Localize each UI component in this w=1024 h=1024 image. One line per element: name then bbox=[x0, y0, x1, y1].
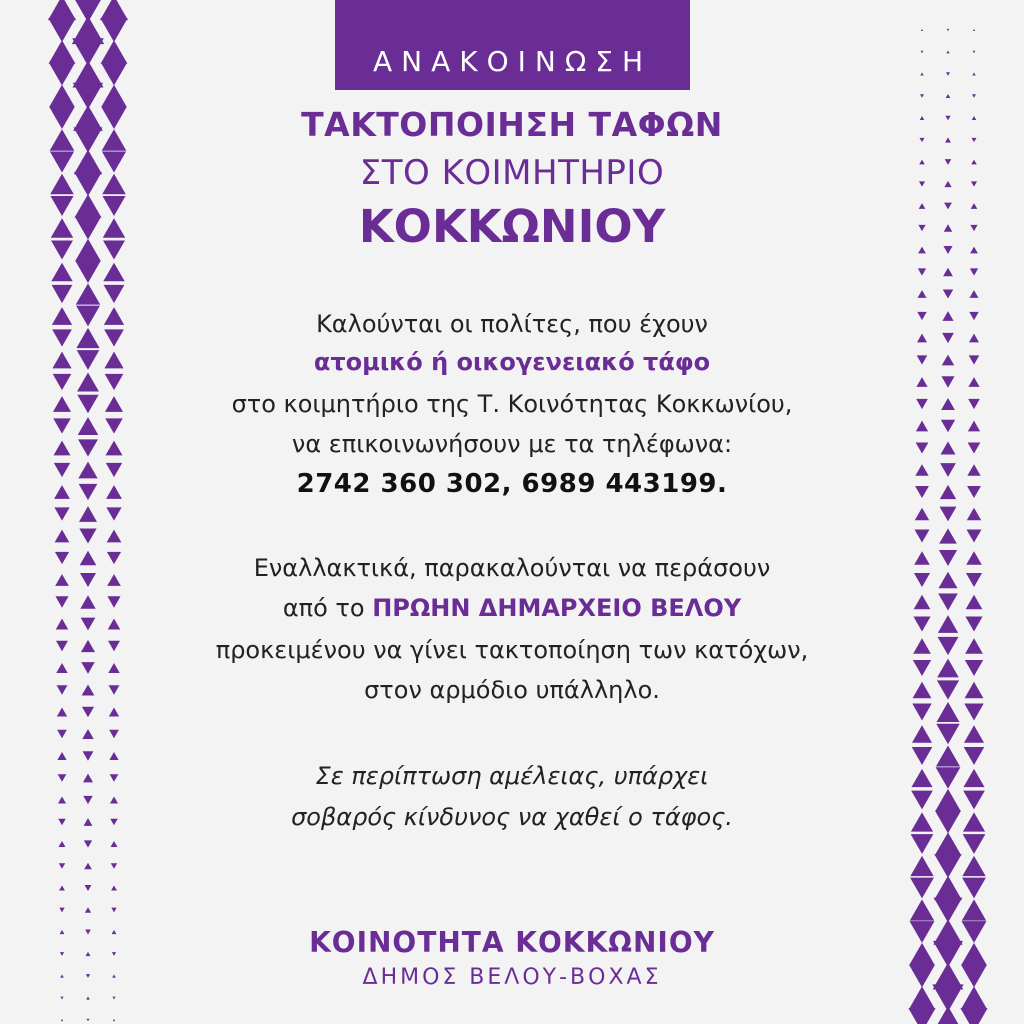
triangle-shape bbox=[101, 63, 127, 86]
triangle-shape bbox=[79, 506, 97, 522]
triangle-shape bbox=[83, 751, 94, 760]
p1-line-3: στο κοιμητήριο της Τ. Κοινότητας Κοκκωνίου, bbox=[231, 390, 793, 418]
triangle-shape bbox=[49, 40, 76, 63]
p3-line-1: Σε περίπτωση αμέλειας, υπάρχει bbox=[315, 762, 709, 790]
triangle-shape bbox=[58, 796, 66, 803]
triangle-shape bbox=[82, 707, 94, 718]
triangle-shape bbox=[55, 530, 70, 543]
triangle-shape bbox=[939, 528, 957, 543]
triangle-shape bbox=[54, 507, 69, 520]
triangle-shape bbox=[964, 747, 985, 765]
triangle-shape bbox=[84, 863, 92, 870]
triangle-shape bbox=[109, 730, 119, 738]
triangle-shape bbox=[72, 16, 104, 44]
triangle-shape bbox=[57, 730, 67, 738]
triangle-shape bbox=[943, 289, 953, 298]
triangle-shape bbox=[946, 72, 950, 75]
triangle-shape bbox=[56, 619, 69, 630]
phone-numbers: 2742 360 302, 6989 443199. bbox=[296, 469, 728, 499]
triangle-shape bbox=[962, 878, 986, 899]
triangle-shape bbox=[918, 268, 926, 275]
triangle-shape bbox=[59, 908, 64, 913]
triangle-shape bbox=[111, 863, 117, 869]
triangle-shape bbox=[962, 899, 986, 920]
triangle-shape bbox=[965, 660, 983, 676]
p1-line-1: Καλούνται οι πολίτες, που έχουν bbox=[316, 310, 708, 338]
triangle-shape bbox=[914, 529, 929, 542]
triangle-shape bbox=[84, 840, 92, 847]
triangle-shape bbox=[111, 885, 117, 890]
triangle-shape bbox=[920, 73, 923, 76]
triangle-shape bbox=[107, 530, 122, 543]
municipality-name: ΔΗΜΟΣ ΒΕΛΟΥ-ΒΟΧΑΣ bbox=[362, 965, 662, 990]
former-town-hall-highlight: ΠΡΩΗΝ ΔΗΜΑΡΧΕΙΟ ΒΕΛΟΥ bbox=[372, 594, 742, 622]
triangle-shape bbox=[75, 261, 100, 283]
triangle-shape bbox=[59, 841, 66, 847]
triangle-shape bbox=[85, 885, 92, 891]
triangle-shape bbox=[104, 285, 125, 303]
triangle-shape bbox=[934, 897, 963, 922]
triangle-shape bbox=[934, 854, 961, 878]
triangle-shape bbox=[87, 1019, 90, 1022]
triangle-shape bbox=[108, 619, 121, 630]
triangle-shape bbox=[912, 725, 932, 742]
triangle-shape bbox=[936, 724, 960, 744]
title-line-2: ΣΤΟ ΚΟΙΜΗΤΗΡΙΟ bbox=[359, 153, 665, 193]
triangle-shape bbox=[964, 704, 983, 721]
triangle-shape bbox=[921, 51, 924, 53]
triangle-shape bbox=[112, 997, 115, 1000]
triangle-shape bbox=[962, 856, 985, 876]
triangle-shape bbox=[105, 374, 124, 390]
announcement-label: ΑΝΑΚΟΙΝΩΣΗ bbox=[373, 45, 652, 78]
triangle-shape bbox=[100, 0, 128, 20]
triangle-shape bbox=[910, 878, 934, 899]
triangle-shape bbox=[941, 376, 954, 387]
triangle-shape bbox=[109, 752, 118, 760]
triangle-shape bbox=[77, 372, 99, 391]
triangle-shape bbox=[968, 377, 979, 387]
triangle-shape bbox=[101, 40, 128, 63]
triangle-shape bbox=[79, 528, 96, 543]
triangle-shape bbox=[109, 708, 119, 717]
triangle-shape bbox=[61, 1019, 64, 1021]
title-line-1: ΤΑΚΤΟΠΟΙΗΣΗ ΤΑΦΩΝ bbox=[301, 105, 723, 144]
triangle-shape bbox=[82, 729, 93, 739]
triangle-shape bbox=[83, 796, 93, 804]
triangle-shape bbox=[111, 841, 118, 847]
p2-line-2-prefix: από το bbox=[282, 594, 365, 622]
triangle-shape bbox=[113, 1019, 116, 1021]
triangle-shape bbox=[51, 263, 72, 282]
triangle-shape bbox=[56, 663, 67, 673]
triangle-shape bbox=[918, 290, 927, 298]
triangle-shape bbox=[972, 73, 975, 76]
triangle-shape bbox=[111, 908, 116, 913]
triangle-shape bbox=[973, 51, 976, 53]
triangle-shape bbox=[908, 1008, 935, 1024]
triangle-shape bbox=[910, 856, 933, 876]
community-name: ΚΟΙΝΟΤΗΤΑ ΚΟΚΚΩΝΙΟΥ bbox=[309, 926, 715, 959]
triangle-shape bbox=[915, 508, 929, 521]
triangle-shape bbox=[921, 29, 923, 31]
triangle-shape bbox=[960, 1008, 987, 1024]
triangle-shape bbox=[937, 702, 960, 722]
triangle-shape bbox=[946, 94, 951, 98]
triangle-shape bbox=[101, 85, 127, 107]
triangle-shape bbox=[935, 832, 962, 855]
triangle-shape bbox=[100, 18, 127, 42]
triangle-shape bbox=[941, 420, 955, 433]
triangle-shape bbox=[57, 752, 66, 760]
triangle-shape bbox=[916, 421, 928, 432]
triangle-shape bbox=[76, 283, 101, 304]
triangle-shape bbox=[966, 529, 981, 542]
triangle-shape bbox=[934, 876, 962, 900]
triangle-shape bbox=[911, 834, 934, 854]
p1-line-2-highlight: ατομικό ή οικογενειακό τάφο bbox=[313, 348, 711, 376]
triangle-shape bbox=[106, 507, 121, 520]
triangle-shape bbox=[86, 996, 90, 999]
triangle-shape bbox=[912, 747, 933, 765]
p2-line-1: Εναλλακτικά, παρακαλούνται να περάσουν bbox=[253, 554, 771, 582]
p2-line-4: στον αρμόδιο υπάλληλο. bbox=[364, 676, 660, 704]
triangle-shape bbox=[103, 263, 124, 282]
triangle-shape bbox=[57, 708, 67, 717]
triangle-shape bbox=[72, 38, 104, 66]
triangle-shape bbox=[59, 863, 65, 869]
triangle-shape bbox=[48, 0, 76, 20]
triangle-shape bbox=[920, 94, 924, 97]
triangle-shape bbox=[967, 508, 981, 521]
triangle-shape bbox=[970, 268, 978, 275]
triangle-shape bbox=[913, 660, 931, 676]
triangle-shape bbox=[60, 997, 63, 1000]
triangle-shape bbox=[943, 268, 953, 277]
triangle-shape bbox=[912, 704, 931, 721]
p2-line-2 bbox=[0, 596, 1024, 620]
triangle-shape bbox=[85, 907, 91, 912]
triangle-shape bbox=[110, 796, 118, 803]
triangle-shape bbox=[964, 725, 984, 742]
triangle-shape bbox=[108, 663, 119, 673]
triangle-shape bbox=[48, 18, 75, 42]
triangle-shape bbox=[973, 29, 975, 31]
triangle-shape bbox=[972, 94, 976, 97]
triangle-shape bbox=[49, 85, 75, 107]
triangle-shape bbox=[72, 60, 103, 87]
triangle-shape bbox=[910, 899, 934, 920]
announcement-banner bbox=[335, 0, 690, 90]
triangle-shape bbox=[946, 51, 949, 54]
triangle-shape bbox=[968, 421, 980, 432]
triangle-shape bbox=[72, 0, 105, 22]
triangle-shape bbox=[59, 885, 65, 890]
triangle-shape bbox=[81, 662, 94, 674]
triangle-shape bbox=[916, 377, 927, 387]
triangle-shape bbox=[970, 290, 979, 298]
triangle-shape bbox=[963, 834, 986, 854]
p2-line-3: προκειμένου να γίνει τακτοποίηση των κατόχων, bbox=[215, 636, 809, 664]
triangle-shape bbox=[53, 374, 72, 390]
triangle-shape bbox=[52, 285, 73, 303]
p1-line-4: να επικοινωνήσουν με τα τηλέφωνα: bbox=[291, 430, 733, 458]
title-line-3: ΚΟΚΚΩΝΙΟΥ bbox=[358, 200, 666, 253]
triangle-shape bbox=[49, 63, 75, 86]
p3-line-2: σοβαρός κίνδυνος να χαθεί ο τάφος. bbox=[291, 803, 733, 831]
triangle-shape bbox=[947, 29, 950, 31]
triangle-shape bbox=[940, 507, 957, 522]
triangle-shape bbox=[932, 1006, 964, 1024]
